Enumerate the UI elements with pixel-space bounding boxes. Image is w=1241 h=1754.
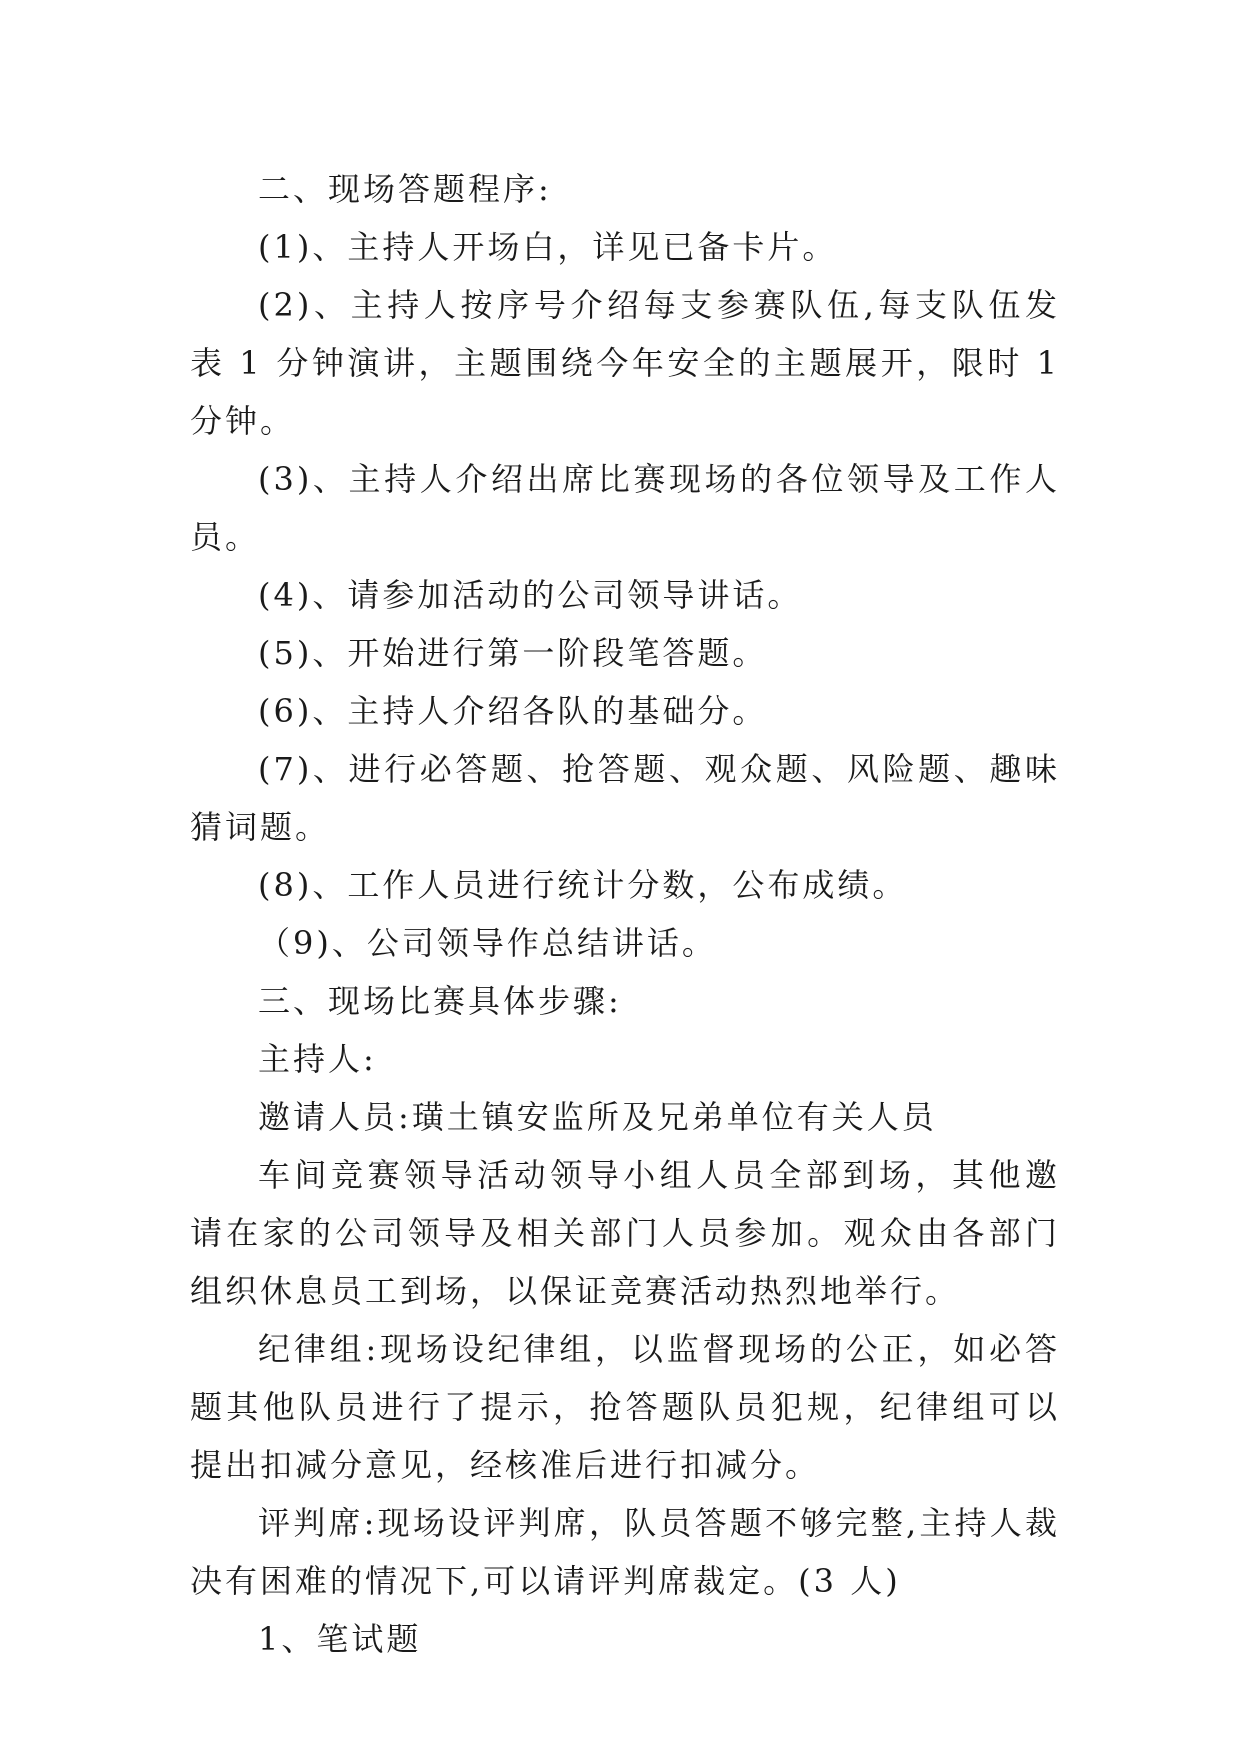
written-test-heading: 1、笔试题 [258,1620,422,1658]
host-line: 主持人: [258,1040,377,1078]
procedure-step-7: (7)、进行必答题、抢答题、观众题、风险题、趣味猜词题。 [190,750,1060,846]
procedure-step-3: (3)、主持人介绍出席比赛现场的各位领导及工作人员。 [190,460,1060,556]
section-heading-procedure: 二、现场答题程序: [258,170,552,208]
discipline-paragraph: 纪律组:现场设纪律组，以监督现场的公正，如必答题其他队员进行了提示，抢答题队员犯规，纪律组可以提出扣减分意见，经核准后进行扣减分。 [190,1330,1060,1484]
section-heading-steps: 三、现场比赛具体步骤: [258,982,622,1020]
judging-paragraph: 评判席:现场设评判席，队员答题不够完整,主持人裁决有困难的情况下,可以请评判席裁定。(3 人) [190,1504,1060,1600]
procedure-step-4: (4)、请参加活动的公司领导讲话。 [258,576,803,614]
invited-line: 邀请人员:璜土镇安监所及兄弟单位有关人员 [258,1098,937,1136]
procedure-step-9: （9)、公司领导作总结讲话。 [258,924,717,962]
procedure-step-6: (6)、主持人介绍各队的基础分。 [258,692,768,730]
procedure-step-2: (2)、主持人按序号介绍每支参赛队伍,每支队伍发表 1 分钟演讲，主题围绕今年安全的主题展开，限时 1 分钟。 [190,286,1060,440]
procedure-step-1: (1)、主持人开场白，详见已备卡片。 [258,228,838,266]
document-body [190,160,1060,1668]
attendance-paragraph: 车间竞赛领导活动领导小组人员全部到场，其他邀请在家的公司领导及相关部门人员参加。观众由各部门组织休息员工到场，以保证竞赛活动热烈地举行。 [190,1156,1060,1310]
procedure-step-5: (5)、开始进行第一阶段笔答题。 [258,634,768,672]
procedure-step-8: (8)、工作人员进行统计分数，公布成绩。 [258,866,908,904]
